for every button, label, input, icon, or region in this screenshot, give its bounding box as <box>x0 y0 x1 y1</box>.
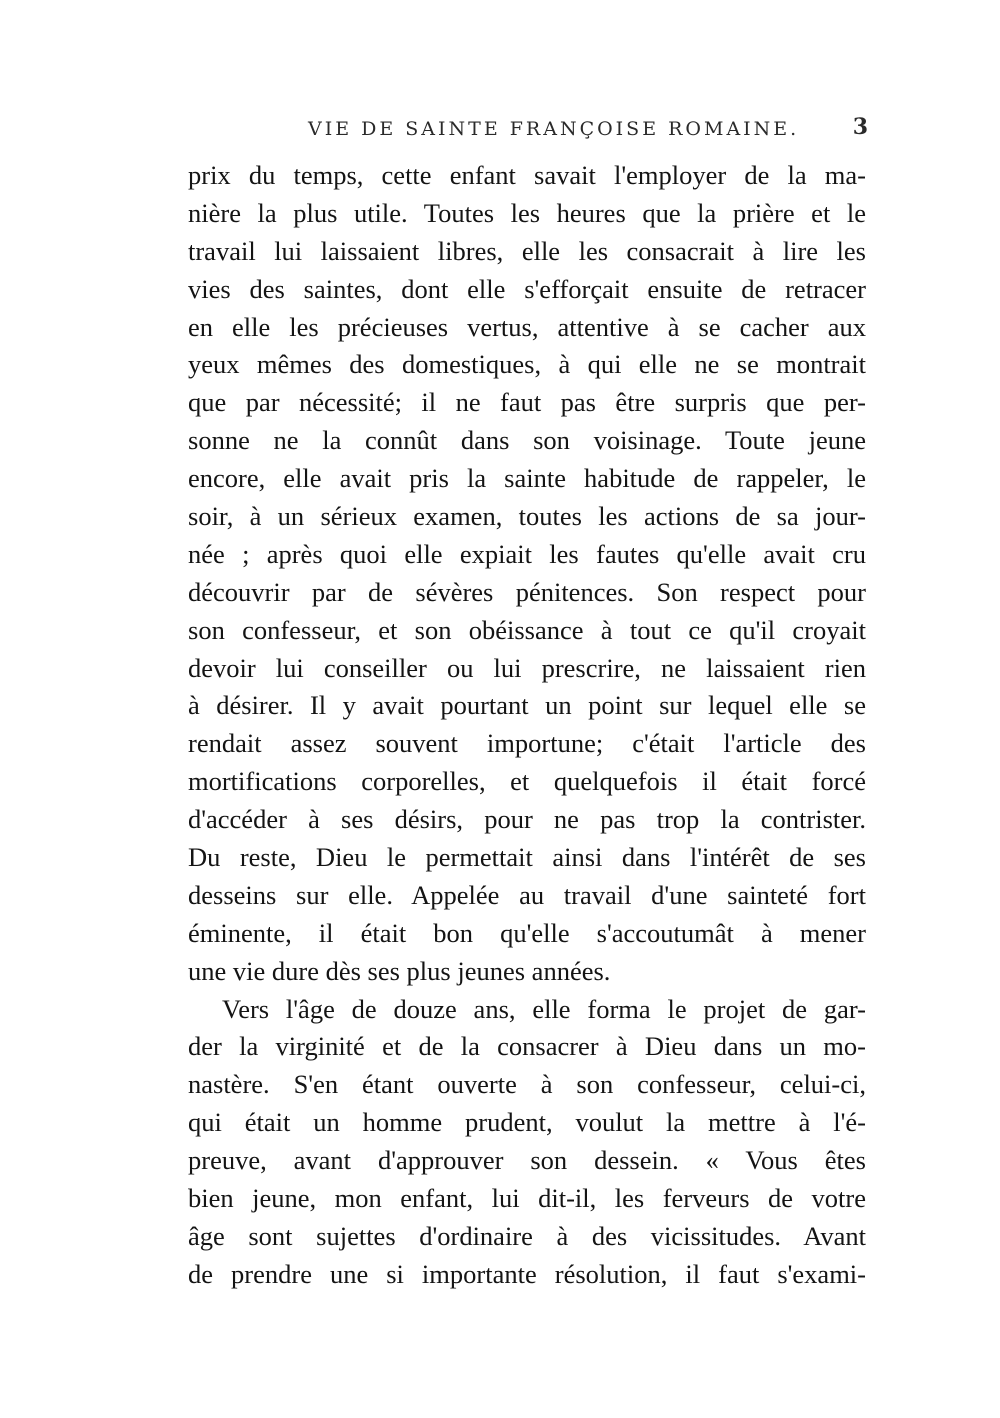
text-line: soir, à un sérieux examen, toutes les actions de sa jour- <box>188 501 866 532</box>
text-line: sonne ne la connût dans son voisinage. Toute jeune <box>188 425 866 456</box>
paragraph-1 <box>188 157 866 991</box>
text-line: travail lui laissaient libres, elle les consacrait à lire les <box>188 235 866 266</box>
text-line: qui était un homme prudent, voulut la mettre à l'é- <box>188 1107 866 1138</box>
text-line: rendait assez souvent importune; c'était l'article des <box>188 728 866 759</box>
text-line: née ; après quoi elle expiait les fautes qu'elle avait cru <box>188 538 866 569</box>
running-head <box>188 114 868 144</box>
body-text <box>188 157 866 1294</box>
text-line: Du reste, Dieu le permettait ainsi dans l'intérêt de ses <box>188 842 866 873</box>
text-line: bien jeune, mon enfant, lui dit-il, les ferveurs de votre <box>188 1183 866 1214</box>
page-number: 3 <box>852 114 868 140</box>
text-line: d'accéder à ses désirs, pour ne pas trop la contrister. <box>188 804 866 835</box>
paragraph-2 <box>188 991 866 1294</box>
text-line: desseins sur elle. Appelée au travail d'une sainteté fort <box>188 879 866 910</box>
text-line: yeux mêmes des domestiques, à qui elle ne se montrait <box>188 349 866 380</box>
text-line: vies des saintes, dont elle s'efforçait ensuite de retracer <box>188 273 866 304</box>
text-line: Vers l'âge de douze ans, elle forma le projet de gar- <box>222 993 866 1024</box>
text-line: une vie dure dès ses plus jeunes années. <box>188 955 611 986</box>
text-line: éminente, il était bon qu'elle s'accoutumât à mener <box>188 917 866 948</box>
running-head-title: VIE DE SAINTE FRANÇOISE ROMAINE. <box>308 118 800 140</box>
text-line: de prendre une si importante résolution, il faut s'exami- <box>188 1258 866 1289</box>
text-line: découvrir par de sévères pénitences. Son respect pour <box>188 576 866 607</box>
text-line: encore, elle avait pris la sainte habitude de rappeler, le <box>188 463 866 494</box>
text-line: prix du temps, cette enfant savait l'employer de la ma- <box>188 160 866 190</box>
text-line: nastère. S'en étant ouverte à son confesseur, celui-ci, <box>188 1069 866 1100</box>
text-line: à désirer. Il y avait pourtant un point sur lequel elle se <box>188 690 866 721</box>
text-line: devoir lui conseiller ou lui prescrire, ne laissaient rien <box>188 652 866 683</box>
text-line: mortifications corporelles, et quelquefois il était forcé <box>188 766 866 797</box>
text-line: der la virginité et de la consacrer à Dieu dans un mo- <box>188 1031 866 1062</box>
text-line: preuve, avant d'approuver son dessein. « Vous êtes <box>188 1145 866 1176</box>
text-line: en elle les précieuses vertus, attentive à se cacher aux <box>188 311 866 342</box>
text-line: âge sont sujettes d'ordinaire à des vicissitudes. Avant <box>188 1220 866 1251</box>
text-line: nière la plus utile. Toutes les heures que la prière et le <box>188 197 866 228</box>
text-line: que par nécessité; il ne faut pas être surpris que per- <box>188 387 866 418</box>
text-line: son confesseur, et son obéissance à tout ce qu'il croyait <box>188 614 866 645</box>
